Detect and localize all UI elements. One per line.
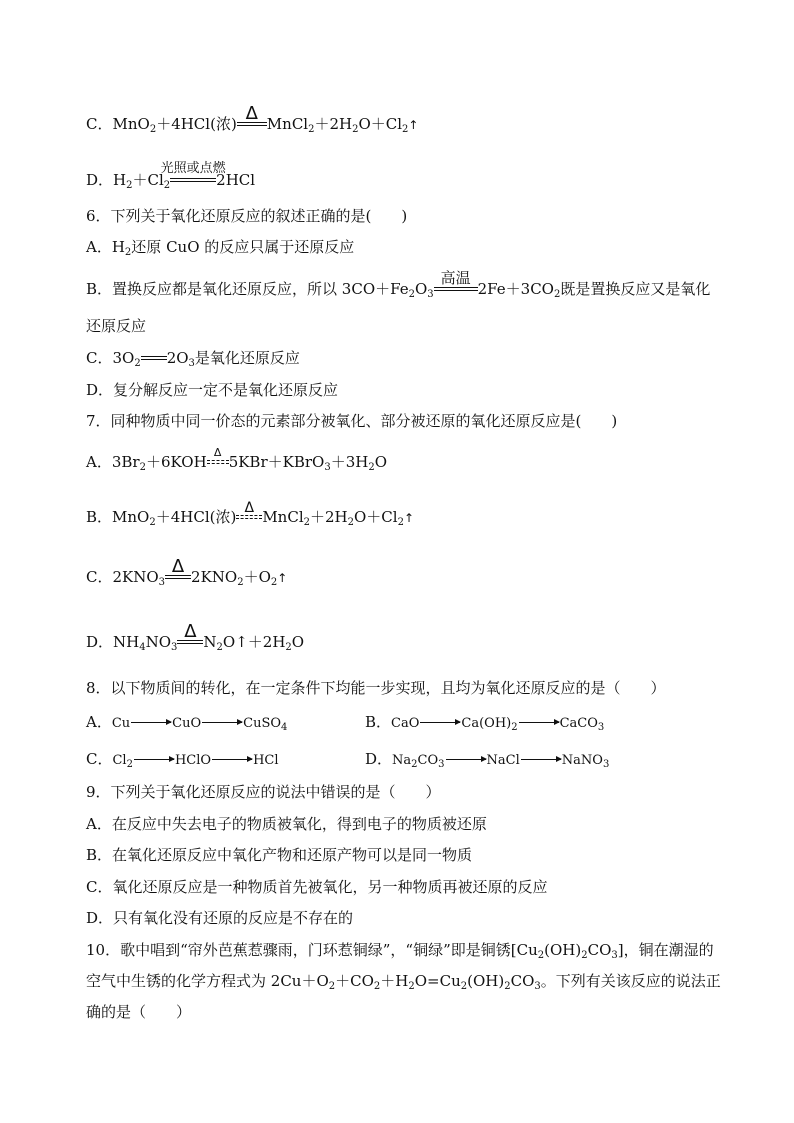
question-10-line-1: 10．歌中唱到“帘外芭蕉惹骤雨，门环惹铜绿”，“铜绿”即是铜锈$[Cu_2(OH)_2CO_3]$，铜在潮湿的 [86,941,714,961]
question-6-option-a: A．$H_2$还原 CuO 的反应只属于还原反应 [86,238,355,258]
arrow-icon [212,759,252,760]
condition-equals-sign: 光照或点燃 [170,170,216,190]
arrow-icon [521,759,561,760]
arrow-icon [446,759,486,760]
question-6-option-c: C．$3O_2$ $2O_3$是氧化还原反应 [86,349,300,369]
arrow-icon [202,722,242,723]
question-9-stem: 9．下列关于氧化还原反应的说法中错误的是（ ） [86,783,441,801]
arrow-icon [131,722,171,723]
question-9-option-b: B．在氧化还原反应中氧化产物和还原产物可以是同一物质 [86,846,473,864]
high-temp-equals-sign: 高温 [434,279,478,299]
question-6-option-b-cont: 还原反应 [86,317,147,335]
question-6-option-b: B．置换反应都是氧化还原反应，所以 $3CO+Fe_2O_3$ 高温 $2Fe+3CO_2$既是置换反应又是氧化 [86,269,711,300]
heat-equals-sign: Δ [165,567,191,587]
question-6-stem: 6．下列关于氧化还原反应的叙述正确的是( ) [86,207,408,225]
question-8-option-d: D．$Na_2CO_3$ NaCl NaNO$_3$ [365,750,610,770]
question-7-stem: 7．同种物质中同一价态的元素部分被氧化、部分被还原的氧化还原反应是( ) [86,412,618,430]
arrow-icon [134,759,174,760]
question-9-option-d: D．只有氧化没有还原的反应是不存在的 [86,909,354,927]
arrow-icon [519,722,559,723]
question-8-stem: 8．以下物质间的转化，在一定条件下均能一步实现，且均为氧化还原反应的是（ ） [86,679,666,697]
heat-equals-sign: Δ [236,507,262,527]
question-10-line-3: 确的是（ ） [86,1003,192,1021]
question-9-option-c: C．氧化还原反应是一种物质首先被氧化，另一种物质再被还原的反应 [86,878,548,896]
heat-equals-sign: Δ [207,452,229,472]
question-6-option-d: D．复分解反应一定不是氧化还原反应 [86,381,339,399]
option-c-mno2-equation: C．MnO$_2$＋4HCl(浓) Δ $MnCl_2+2H_2O+Cl_2↑$ [86,103,419,135]
option-d-h2-equation: D．$H_2+Cl_2$ 光照或点燃 2HCl [86,161,256,191]
question-7-option-d: D．$NH_4NO_3$ Δ $N_2O↑+2H_2O$ [86,621,305,653]
question-9-option-a: A．在反应中失去电子的物质被氧化，得到电子的物质被还原 [86,815,487,833]
heat-equals-sign: Δ [237,114,267,134]
question-8-option-b: B．CaO $Ca(OH)_2$ CaCO$_3$ [365,713,605,733]
question-7-option-a: A．$3Br_2+6KOH$ Δ $5KBr+KBrO_3+3H_2O$ [86,446,388,473]
question-7-option-c: C．$2KNO_3$ Δ $2KNO_2+O_2↑$ [86,556,288,588]
question-7-option-b: B．MnO$_2$＋4HCl(浓) Δ $MnCl_2+2H_2O+Cl_2↑$ [86,500,415,528]
heat-equals-sign: Δ [177,632,203,652]
question-10-line-2: 空气中生锈的化学方程式为 $2Cu+O_2+CO_2+H_2O=Cu_2(OH)_2CO_3$。下列有关该反应的说法正 [86,972,721,992]
question-8-option-c: C．$Cl_2$ HClO HCl [86,750,279,770]
question-8-option-a: A．Cu CuO CuSO$_4$ [86,713,288,733]
arrow-icon [420,722,460,723]
equals-sign [141,348,167,368]
